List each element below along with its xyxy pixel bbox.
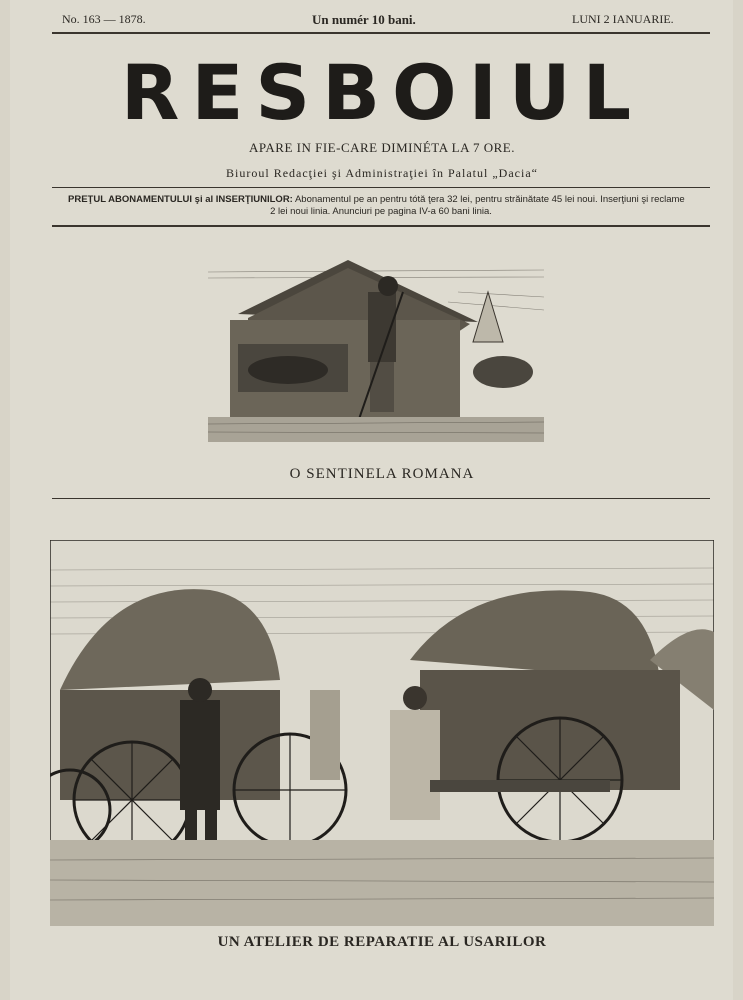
header-bar [62,12,688,26]
pricing-notice [68,194,694,218]
pricing-lead: PREŢUL ABONAMENTULUI şi al INSERŢIUNILOR: [68,194,293,205]
section-divider [52,498,710,499]
issue-number: No. 163 — 1878. [62,12,146,26]
header-rule [52,32,710,34]
bureau-line: Biuroul Redacţiei şi Administraţiei în Palatul „Dacia“ [226,166,538,180]
caption-workshop: UN ATELIER DE REPARATIE AL USARILOR [217,934,547,950]
pricing-line1: Abonamentul pe an pentru tótă ţera 32 lei, pentru străinătate 45 lei noui. Inserţiuni şi reclame [294,194,685,205]
masthead-title: RESBOIUL [120,48,644,137]
pricing-bottom-rule [52,225,710,227]
workshop-engraving [50,540,714,926]
newspaper-page [10,0,733,1000]
sentinel-engraving [208,252,544,442]
issue-date: LUNI 2 IANUARIE. [572,12,674,26]
pricing-line2: 2 lei noui linia. Anunciuri pe pagina IV-a 60 bani linia. [270,206,492,217]
subtitle: APARE IN FIE-CARE DIMINÉTA LA 7 ORE. [248,140,515,155]
pricing-top-rule [52,187,710,188]
caption-sentinel: O SENTINELA ROMANA [289,466,475,482]
issue-price: Un numér 10 bani. [312,12,416,27]
